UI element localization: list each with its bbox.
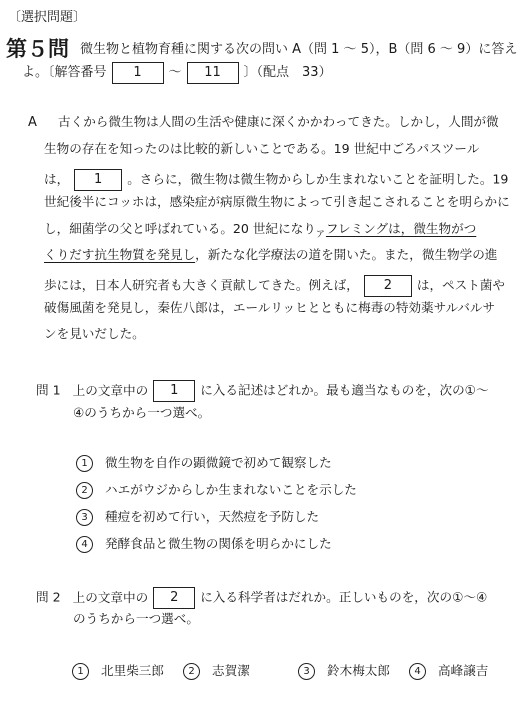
question-2-post: に入る科学者はだれか。正しいものを，次の①～④ [200, 589, 488, 605]
passage-label: A [28, 115, 37, 130]
question-2-label: 問 2 [36, 589, 61, 605]
passage-line-2: 生物の存在を知ったのは比較的新しいことである。19 世紀中ごろパスツール [44, 141, 480, 156]
q2-option-number: 2 [183, 663, 200, 680]
passage-line-9: ンを見いだした。 [44, 326, 145, 341]
q1-option-number: 3 [76, 509, 93, 526]
q1-option-text: 種痘を初めて行い，天然痘を予防した [105, 509, 320, 524]
underlined-text-a-part2: くりだす抗生物質を発見し [44, 247, 196, 262]
q2-option-number: 3 [298, 663, 315, 680]
points-text: 〕（配点 33） [243, 65, 332, 80]
q2-option[interactable] [183, 660, 250, 680]
q1-option-text: ハエがウジからしか生まれないことを示した [105, 482, 357, 497]
q2-option-number: 1 [72, 663, 89, 680]
passage-line-4: 世紀後半にコッホは，感染症が病原微生物によって引き起こされることを明らかに [44, 194, 510, 209]
passage-line-5-pre: し，細菌学の父と呼ばれている。20 世紀になり [44, 221, 316, 236]
q2-option-number: 4 [409, 663, 426, 680]
passage-line-8: 破傷風菌を発見し，秦佐八郎は，エールリッヒとともに梅毒の特効薬サルバルサ [44, 300, 496, 315]
q2-option[interactable] [409, 660, 488, 680]
answer-number-end-box: 11 [187, 62, 239, 84]
passage-line-6-post: ，新たな化学療法の道を開いた。また，微生物学の進 [195, 247, 498, 262]
underline-label-a: ア [315, 230, 325, 240]
q2-option-text: 志賀潔 [212, 663, 250, 678]
passage-line-1: 古くから微生物は人間の生活や健康に深くかかわってきた。しかし，人間が微 [58, 114, 499, 129]
question-2-blank-box: 2 [153, 587, 195, 609]
blank-1-box: 1 [74, 169, 122, 191]
q1-option-number: 2 [76, 482, 93, 499]
intro-line-2-prefix: よ。〔解答番号 [22, 65, 107, 80]
q2-option-text: 高峰譲吉 [438, 663, 489, 678]
section-label: 〔選択問題〕 [8, 10, 87, 25]
q1-option-text: 微生物を自作の顕微鏡で初めて観察した [105, 455, 332, 470]
passage-line-3-post: 。さらに，微生物は微生物からしか生まれないことを証明した。19 [127, 171, 509, 187]
intro-line-1: 微生物と植物育種に関する次の問い A（問 1 ～ 5），B（問 6 ～ 9）に答え [80, 42, 518, 57]
q2-option[interactable] [298, 660, 390, 680]
q1-option-number: 1 [76, 455, 93, 472]
question-title: 第５問 [6, 37, 69, 61]
question-1-pre: 上の文章中の [72, 382, 149, 398]
q2-option-text: 鈴木梅太郎 [327, 663, 390, 678]
underlined-text-a-part1: フレミングは，微生物がつ [325, 221, 477, 236]
tilde: ～ [168, 65, 182, 80]
passage-line-3-pre: は， [44, 171, 70, 187]
question-1-line-2: ④のうちから一つ選べ。 [73, 405, 211, 420]
question-2-stem [36, 587, 487, 609]
passage-line-7-pre: 歩には，日本人研究者も大きく貢献してきた。例えば， [44, 277, 359, 293]
question-1-post: に入る記述はどれか。最も適当なものを，次の①～ [200, 382, 489, 398]
answer-number-start-box: 1 [112, 62, 164, 84]
question-2-pre: 上の文章中の [72, 589, 149, 605]
question-1-label: 問 1 [36, 382, 61, 398]
q1-option-text: 発酵食品と微生物の関係を明らかにした [105, 536, 332, 551]
question-2-line-2: のうちから一つ選べ。 [73, 611, 199, 626]
q2-option-text: 北里柴三郎 [101, 663, 164, 678]
question-1-blank-box: 1 [153, 380, 195, 402]
q1-option-number: 4 [76, 536, 93, 553]
passage-line-7-post: は，ペスト菌や [416, 277, 505, 293]
q2-option[interactable] [72, 660, 164, 680]
blank-2-box: 2 [364, 275, 412, 297]
